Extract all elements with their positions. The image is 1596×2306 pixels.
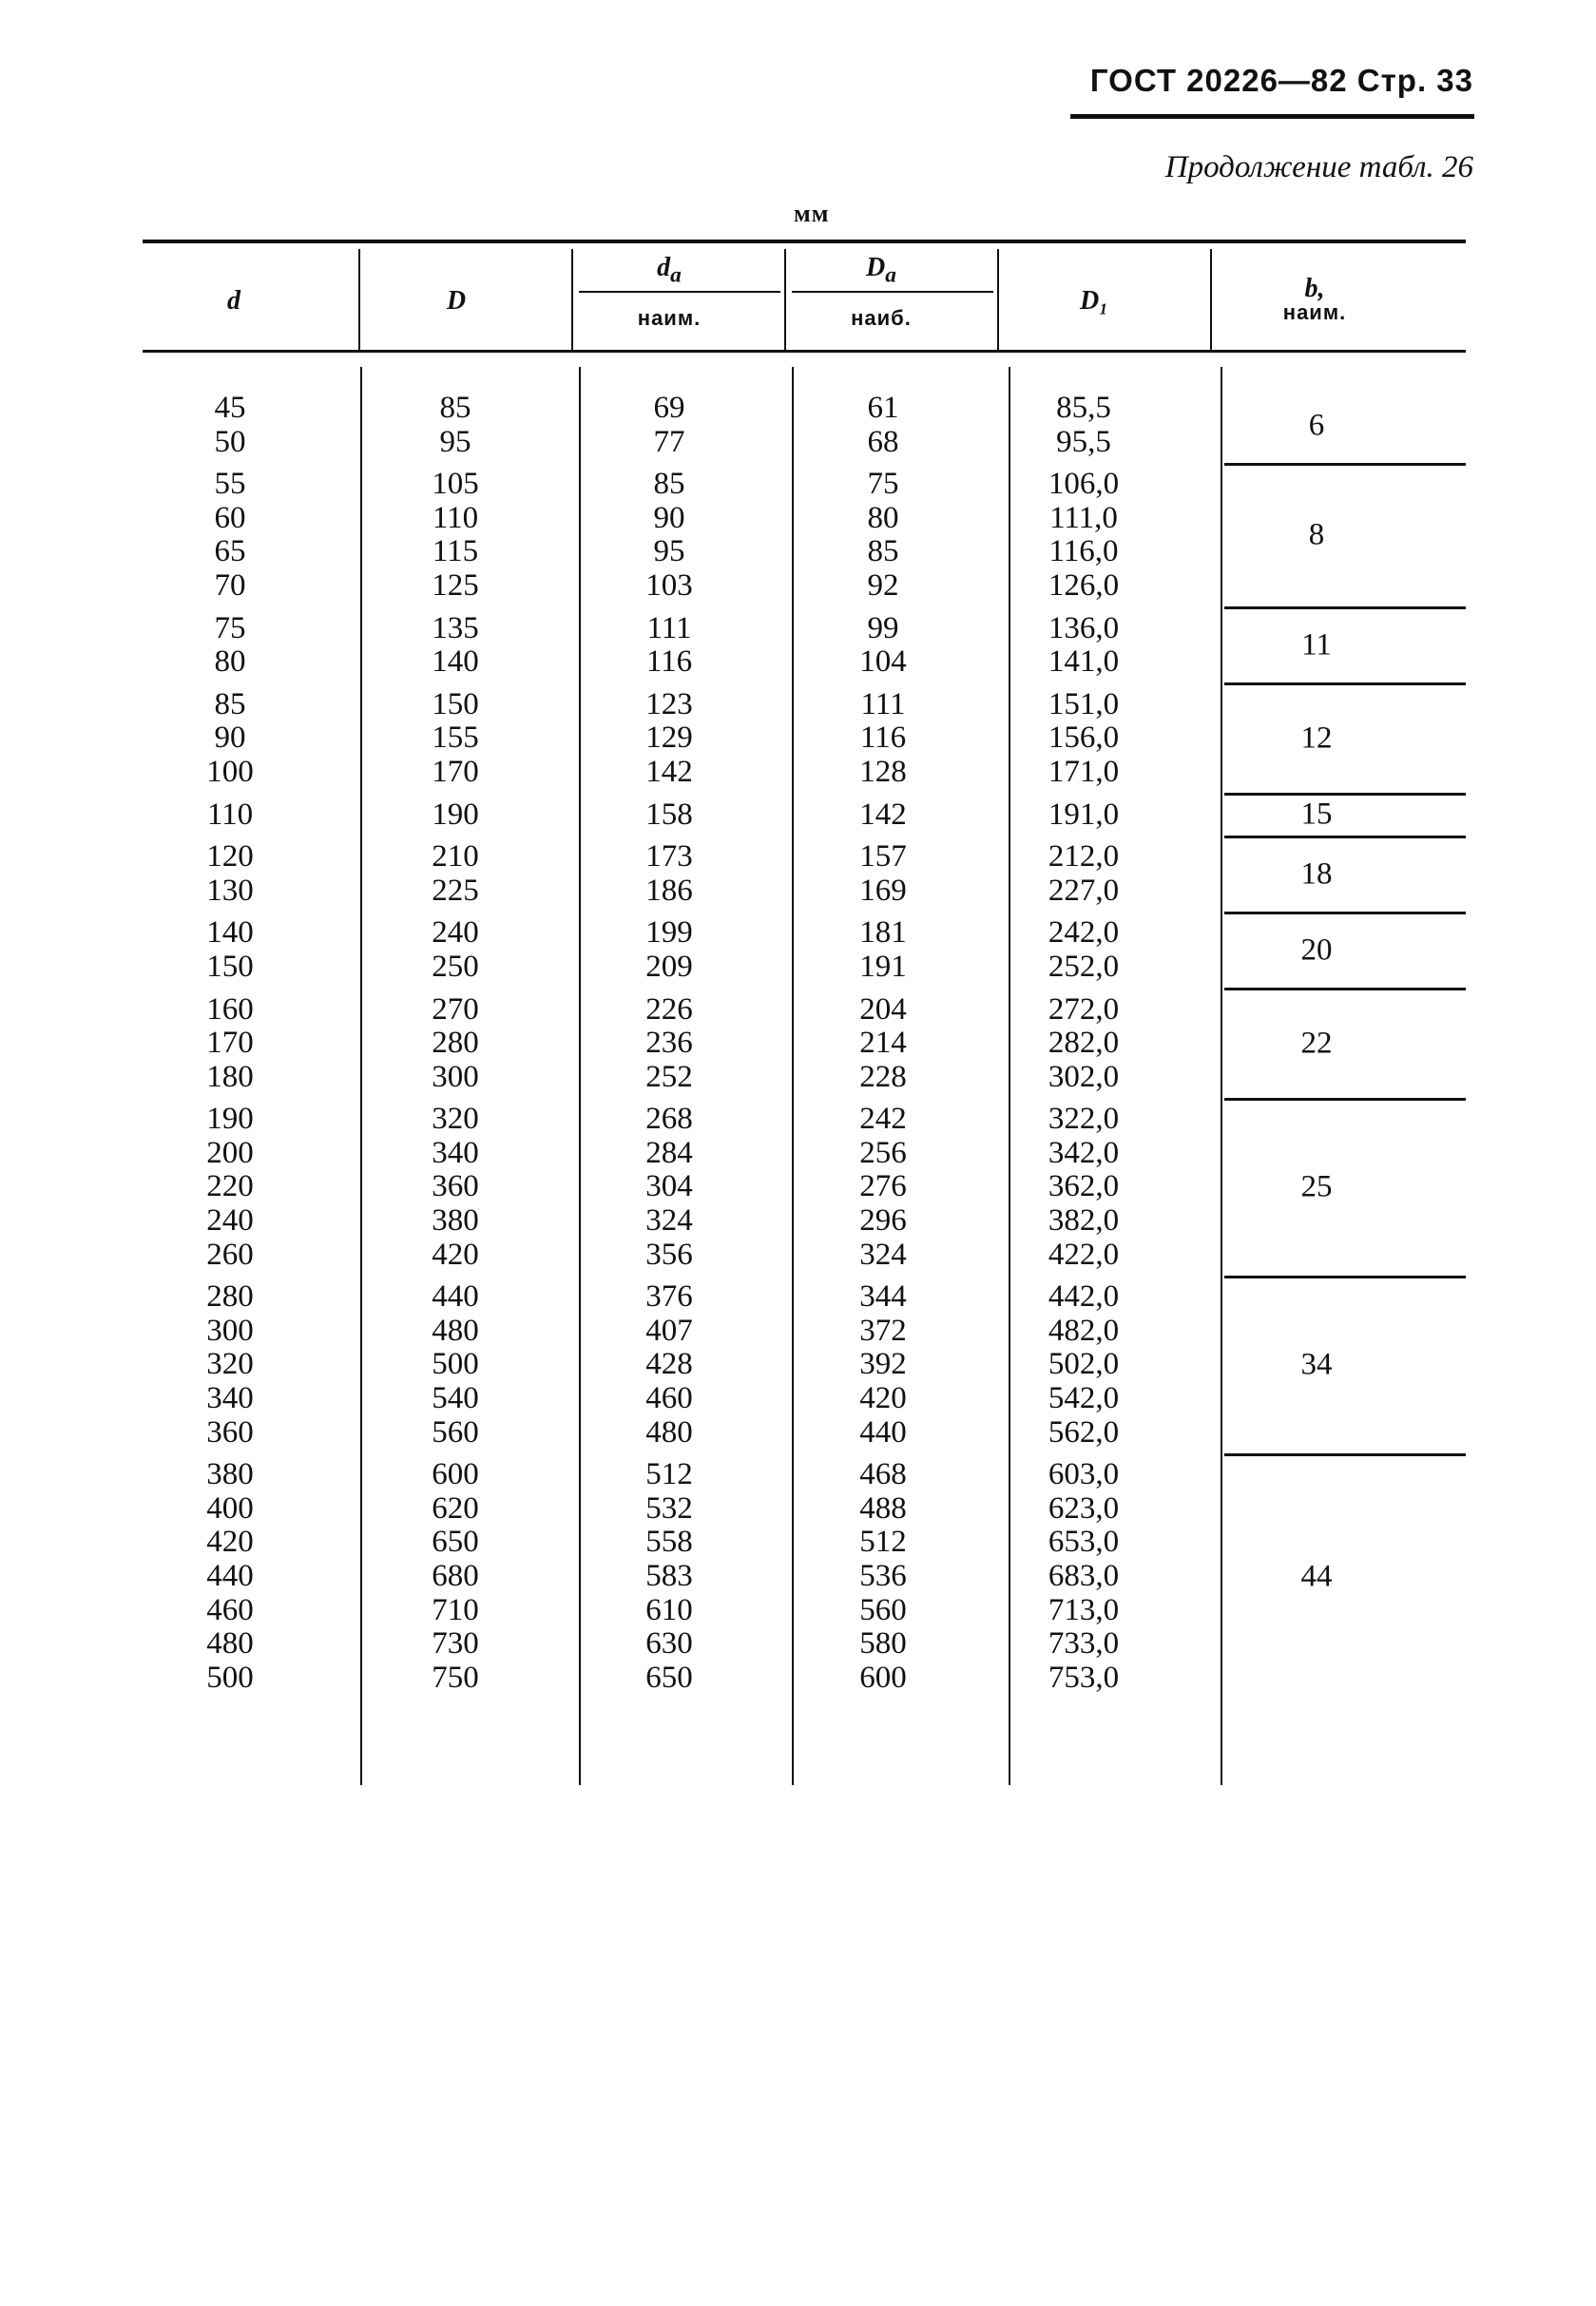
cell-D: 190 bbox=[432, 797, 479, 832]
cell-d: 260 bbox=[206, 1237, 254, 1272]
cell-Da: 600 bbox=[859, 1660, 907, 1695]
body-divider bbox=[360, 367, 362, 1785]
cell-Da: 75 bbox=[867, 467, 899, 502]
cell-D: 250 bbox=[432, 949, 479, 984]
cell-D1: 156,0 bbox=[1048, 721, 1120, 756]
cell-D1: 623,0 bbox=[1048, 1490, 1120, 1526]
cell-D1: 342,0 bbox=[1048, 1135, 1120, 1170]
cell-da: 532 bbox=[645, 1490, 693, 1526]
cell-d: 65 bbox=[214, 534, 246, 569]
cell-D: 750 bbox=[432, 1660, 479, 1695]
cell-d: 120 bbox=[206, 839, 254, 874]
cell-d: 460 bbox=[206, 1592, 254, 1627]
cell-D1: 85,5 bbox=[1056, 391, 1111, 425]
cell-d: 300 bbox=[206, 1313, 254, 1348]
cell-Da: 580 bbox=[859, 1626, 907, 1662]
cell-Da: 512 bbox=[859, 1525, 907, 1560]
cell-D1: 442,0 bbox=[1048, 1279, 1120, 1315]
header-divider bbox=[784, 249, 786, 350]
cell-da: 583 bbox=[645, 1559, 693, 1593]
column-header-Da bbox=[866, 253, 896, 289]
cell-D: 210 bbox=[432, 839, 479, 874]
cell-da: 103 bbox=[645, 567, 693, 603]
cell-Da: 157 bbox=[859, 839, 907, 874]
cell-da: 356 bbox=[645, 1237, 693, 1272]
cell-b: 20 bbox=[1300, 932, 1333, 968]
cell-D1: 272,0 bbox=[1048, 991, 1120, 1027]
cell-da: 512 bbox=[645, 1457, 693, 1492]
cell-da: 480 bbox=[645, 1414, 693, 1450]
cell-D: 540 bbox=[432, 1381, 479, 1416]
cell-b: 8 bbox=[1308, 517, 1325, 552]
cell-D1: 362,0 bbox=[1048, 1169, 1120, 1204]
cell-d: 280 bbox=[206, 1279, 254, 1315]
group-separator-rule bbox=[1224, 463, 1466, 466]
cell-D1: 136,0 bbox=[1048, 610, 1120, 645]
cell-D: 420 bbox=[432, 1237, 479, 1272]
cell-D: 110 bbox=[432, 500, 479, 535]
cell-D: 380 bbox=[432, 1203, 479, 1239]
cell-D: 680 bbox=[432, 1559, 479, 1593]
cell-D1: 282,0 bbox=[1048, 1026, 1120, 1061]
cell-D: 620 bbox=[432, 1490, 479, 1526]
cell-da: 142 bbox=[645, 754, 693, 789]
cell-da: 324 bbox=[645, 1203, 693, 1239]
cell-da: 460 bbox=[645, 1381, 693, 1416]
cell-D: 730 bbox=[432, 1626, 479, 1662]
cell-d: 200 bbox=[206, 1135, 254, 1170]
cell-D1: 141,0 bbox=[1048, 644, 1120, 680]
group-separator-rule bbox=[1224, 836, 1466, 838]
column-D bbox=[432, 392, 479, 1695]
cell-Da: 191 bbox=[859, 949, 907, 984]
cell-D: 600 bbox=[432, 1457, 479, 1492]
cell-da: 186 bbox=[645, 873, 693, 908]
cell-da: 226 bbox=[645, 991, 693, 1027]
cell-D1: 733,0 bbox=[1048, 1626, 1120, 1662]
cell-Da: 344 bbox=[859, 1279, 907, 1315]
cell-Da: 242 bbox=[859, 1102, 907, 1137]
cell-b: 44 bbox=[1300, 1559, 1333, 1594]
cell-b: 6 bbox=[1308, 408, 1325, 443]
cell-D: 500 bbox=[432, 1347, 479, 1382]
column-header-b: b, bbox=[1304, 274, 1325, 303]
column-header-b-qualifier: наим. bbox=[1282, 300, 1347, 324]
cell-D: 85 bbox=[439, 391, 471, 425]
units-label: мм bbox=[794, 200, 830, 227]
column-header-Da-qualifier: наиб. bbox=[851, 306, 912, 330]
cell-D: 170 bbox=[432, 754, 479, 789]
cell-D: 140 bbox=[432, 644, 479, 680]
cell-da: 209 bbox=[645, 949, 693, 984]
cell-d: 80 bbox=[214, 644, 246, 680]
column-header-da-subscript: a bbox=[670, 262, 682, 288]
cell-Da: 61 bbox=[867, 391, 899, 425]
header-divider bbox=[1210, 249, 1212, 350]
cell-D1: 151,0 bbox=[1048, 686, 1120, 721]
cell-Da: 169 bbox=[859, 873, 907, 908]
cell-D1: 106,0 bbox=[1048, 467, 1120, 502]
cell-d: 500 bbox=[206, 1660, 254, 1695]
cell-D: 280 bbox=[432, 1026, 479, 1061]
cell-Da: 276 bbox=[859, 1169, 907, 1204]
cell-Da: 560 bbox=[859, 1592, 907, 1627]
cell-da: 407 bbox=[645, 1313, 693, 1348]
cell-d: 160 bbox=[206, 991, 254, 1027]
cell-b: 22 bbox=[1300, 1026, 1333, 1061]
cell-d: 70 bbox=[214, 567, 246, 603]
body-divider bbox=[579, 367, 581, 1785]
cell-D1: 603,0 bbox=[1048, 1457, 1120, 1492]
cell-D1: 562,0 bbox=[1048, 1414, 1120, 1450]
cell-D: 560 bbox=[432, 1414, 479, 1450]
cell-d: 90 bbox=[214, 721, 246, 756]
cell-b: 12 bbox=[1300, 721, 1333, 756]
cell-D1: 653,0 bbox=[1048, 1525, 1120, 1560]
cell-D1: 322,0 bbox=[1048, 1102, 1120, 1137]
cell-D1: 542,0 bbox=[1048, 1381, 1120, 1416]
cell-da: 90 bbox=[653, 500, 685, 535]
cell-da: 158 bbox=[645, 797, 693, 832]
cell-b: 34 bbox=[1300, 1347, 1333, 1382]
cell-Da: 256 bbox=[859, 1135, 907, 1170]
cell-da: 123 bbox=[645, 686, 693, 721]
column-Da bbox=[859, 392, 907, 1695]
subheader-rule-da bbox=[579, 291, 780, 293]
table-continuation-caption: Продолжение табл. 26 bbox=[1164, 150, 1473, 184]
cell-Da: 440 bbox=[859, 1414, 907, 1450]
cell-D1: 302,0 bbox=[1048, 1059, 1120, 1094]
column-D1 bbox=[1048, 392, 1119, 1695]
column-d bbox=[206, 392, 254, 1695]
cell-da: 69 bbox=[653, 391, 685, 425]
group-separator-rule bbox=[1224, 1098, 1466, 1101]
cell-D: 155 bbox=[432, 721, 479, 756]
cell-Da: 488 bbox=[859, 1490, 907, 1526]
cell-D1: 422,0 bbox=[1048, 1237, 1120, 1272]
cell-da: 77 bbox=[653, 424, 685, 459]
cell-Da: 142 bbox=[859, 797, 907, 832]
cell-D: 115 bbox=[432, 534, 479, 569]
group-separator-rule bbox=[1224, 606, 1466, 609]
group-separator-rule bbox=[1224, 793, 1466, 796]
cell-da: 610 bbox=[645, 1592, 693, 1627]
cell-Da: 296 bbox=[859, 1203, 907, 1239]
column-header-d: d bbox=[227, 286, 240, 316]
cell-D1: 171,0 bbox=[1048, 754, 1120, 789]
cell-Da: 392 bbox=[859, 1347, 907, 1382]
cell-D1: 482,0 bbox=[1048, 1313, 1120, 1348]
cell-da: 558 bbox=[645, 1525, 693, 1560]
cell-D1: 683,0 bbox=[1048, 1559, 1120, 1593]
cell-d: 45 bbox=[214, 391, 246, 425]
cell-d: 320 bbox=[206, 1347, 254, 1382]
cell-D: 340 bbox=[432, 1135, 479, 1170]
cell-da: 428 bbox=[645, 1347, 693, 1382]
cell-D1: 242,0 bbox=[1048, 915, 1120, 951]
cell-Da: 228 bbox=[859, 1059, 907, 1094]
cell-b: 15 bbox=[1300, 797, 1333, 832]
cell-d: 340 bbox=[206, 1381, 254, 1416]
group-separator-rule bbox=[1224, 1453, 1466, 1456]
cell-da: 85 bbox=[653, 467, 685, 502]
cell-Da: 420 bbox=[859, 1381, 907, 1416]
cell-D: 95 bbox=[439, 424, 471, 459]
cell-Da: 324 bbox=[859, 1237, 907, 1272]
cell-d: 50 bbox=[214, 424, 246, 459]
cell-D: 270 bbox=[432, 991, 479, 1027]
header-divider bbox=[571, 249, 573, 350]
cell-da: 129 bbox=[645, 721, 693, 756]
cell-D: 320 bbox=[432, 1102, 479, 1137]
cell-D1: 713,0 bbox=[1048, 1592, 1120, 1627]
cell-D: 240 bbox=[432, 915, 479, 951]
cell-D1: 227,0 bbox=[1048, 873, 1120, 908]
group-separator-rule bbox=[1224, 1276, 1466, 1278]
cell-Da: 116 bbox=[859, 721, 907, 756]
cell-Da: 204 bbox=[859, 991, 907, 1027]
cell-d: 360 bbox=[206, 1414, 254, 1450]
cell-da: 376 bbox=[645, 1279, 693, 1315]
cell-D: 125 bbox=[432, 567, 479, 603]
cell-d: 110 bbox=[206, 797, 254, 832]
cell-D1: 95,5 bbox=[1056, 424, 1111, 459]
table-top-rule bbox=[143, 240, 1466, 243]
cell-D: 135 bbox=[432, 610, 479, 645]
cell-da: 95 bbox=[653, 534, 685, 569]
cell-d: 75 bbox=[214, 610, 246, 645]
cell-D1: 252,0 bbox=[1048, 949, 1120, 984]
cell-da: 252 bbox=[645, 1059, 693, 1094]
subheader-rule-Da bbox=[792, 291, 993, 293]
column-header-da-symbol: d bbox=[657, 253, 671, 282]
cell-D1: 212,0 bbox=[1048, 839, 1120, 874]
cell-D1: 126,0 bbox=[1048, 567, 1120, 603]
group-separator-rule bbox=[1224, 682, 1466, 685]
cell-D: 440 bbox=[432, 1279, 479, 1315]
cell-Da: 85 bbox=[867, 534, 899, 569]
cell-d: 440 bbox=[206, 1559, 254, 1593]
cell-D: 105 bbox=[432, 467, 479, 502]
cell-da: 111 bbox=[646, 610, 692, 645]
cell-d: 480 bbox=[206, 1626, 254, 1662]
column-header-D: D bbox=[446, 286, 467, 316]
column-header-da bbox=[657, 253, 682, 289]
table-header-bottom-rule bbox=[143, 350, 1466, 353]
cell-Da: 468 bbox=[859, 1457, 907, 1492]
cell-d: 420 bbox=[206, 1525, 254, 1560]
cell-Da: 104 bbox=[859, 644, 907, 680]
cell-D1: 191,0 bbox=[1048, 797, 1120, 832]
column-header-D1: D₁ bbox=[1080, 286, 1108, 316]
cell-d: 170 bbox=[206, 1026, 254, 1061]
column-header-Da-symbol: D bbox=[866, 253, 886, 282]
cell-da: 116 bbox=[645, 644, 693, 680]
header-divider bbox=[997, 249, 999, 350]
header-rule bbox=[1070, 114, 1474, 119]
cell-d: 380 bbox=[206, 1457, 254, 1492]
column-da bbox=[645, 392, 693, 1695]
cell-d: 85 bbox=[214, 686, 246, 721]
cell-Da: 68 bbox=[867, 424, 899, 459]
cell-da: 236 bbox=[645, 1026, 693, 1061]
cell-d: 100 bbox=[206, 754, 254, 789]
header-divider bbox=[358, 249, 360, 350]
cell-da: 650 bbox=[645, 1660, 693, 1695]
cell-d: 240 bbox=[206, 1203, 254, 1239]
cell-d: 60 bbox=[214, 500, 246, 535]
body-divider bbox=[792, 367, 794, 1785]
cell-D: 225 bbox=[432, 873, 479, 908]
cell-D: 150 bbox=[432, 686, 479, 721]
cell-da: 304 bbox=[645, 1169, 693, 1204]
cell-D1: 382,0 bbox=[1048, 1203, 1120, 1239]
cell-d: 140 bbox=[206, 915, 254, 951]
column-header-Da-subscript: a bbox=[885, 262, 896, 288]
cell-Da: 372 bbox=[859, 1313, 907, 1348]
cell-d: 220 bbox=[206, 1169, 254, 1204]
cell-Da: 80 bbox=[867, 500, 899, 535]
cell-da: 199 bbox=[645, 915, 693, 951]
group-separator-rule bbox=[1224, 988, 1466, 990]
cell-D1: 111,0 bbox=[1049, 500, 1118, 535]
cell-Da: 181 bbox=[859, 915, 907, 951]
cell-D1: 116,0 bbox=[1048, 534, 1119, 569]
cell-b: 11 bbox=[1301, 627, 1332, 663]
cell-d: 130 bbox=[206, 873, 254, 908]
cell-Da: 99 bbox=[867, 610, 899, 645]
cell-da: 173 bbox=[645, 839, 693, 874]
cell-Da: 111 bbox=[860, 686, 906, 721]
cell-d: 400 bbox=[206, 1490, 254, 1526]
cell-d: 55 bbox=[214, 467, 246, 502]
cell-d: 180 bbox=[206, 1059, 254, 1094]
cell-D1: 502,0 bbox=[1048, 1347, 1120, 1382]
cell-D: 360 bbox=[432, 1169, 479, 1204]
cell-D: 710 bbox=[432, 1592, 479, 1627]
cell-b: 25 bbox=[1300, 1169, 1333, 1204]
column-header-da-qualifier: наим. bbox=[637, 306, 702, 330]
cell-da: 630 bbox=[645, 1626, 693, 1662]
cell-D: 300 bbox=[432, 1059, 479, 1094]
cell-Da: 214 bbox=[859, 1026, 907, 1061]
body-divider bbox=[1009, 367, 1010, 1785]
cell-b: 18 bbox=[1300, 856, 1333, 892]
group-separator-rule bbox=[1224, 912, 1466, 914]
cell-D: 480 bbox=[432, 1313, 479, 1348]
cell-d: 150 bbox=[206, 949, 254, 984]
cell-Da: 92 bbox=[867, 567, 899, 603]
cell-Da: 128 bbox=[859, 754, 907, 789]
cell-Da: 536 bbox=[859, 1559, 907, 1593]
cell-D: 650 bbox=[432, 1525, 479, 1560]
cell-da: 268 bbox=[645, 1102, 693, 1137]
cell-da: 284 bbox=[645, 1135, 693, 1170]
cell-d: 190 bbox=[206, 1102, 254, 1137]
page-header: ГОСТ 20226—82 Стр. 33 bbox=[1089, 63, 1473, 98]
body-divider bbox=[1221, 367, 1222, 1785]
cell-D1: 753,0 bbox=[1048, 1660, 1120, 1695]
